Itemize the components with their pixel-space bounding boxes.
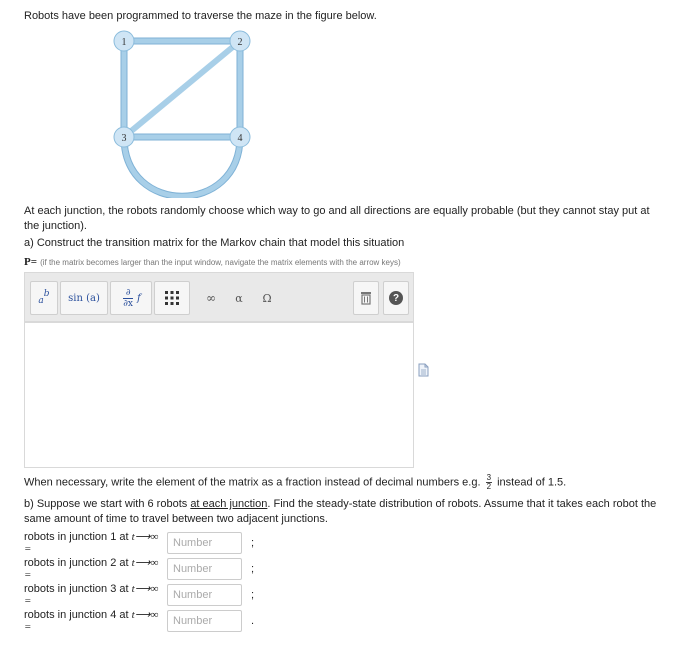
note-prefix: When necessary, write the element of the matrix as a fraction instead of decimal numbers e.g. bbox=[24, 476, 481, 489]
infinity-button[interactable]: ∞ bbox=[206, 291, 216, 305]
superscript-button[interactable] bbox=[30, 281, 58, 315]
svg-text:4: 4 bbox=[237, 133, 243, 144]
answer-label-text: robots in junction 2 at bbox=[24, 557, 129, 569]
derivative-fraction bbox=[123, 288, 133, 309]
note-suffix: instead of 1.5. bbox=[497, 476, 567, 489]
answer-row-1 bbox=[24, 530, 254, 555]
derivative-button[interactable] bbox=[110, 281, 152, 315]
function-button[interactable]: sin (a) bbox=[60, 281, 108, 315]
maze-figure bbox=[108, 26, 268, 198]
answer-label bbox=[24, 530, 167, 555]
help-icon: ? bbox=[389, 291, 403, 305]
svg-text:3: 3 bbox=[121, 133, 127, 144]
omega-button[interactable]: Ω bbox=[262, 291, 272, 305]
clear-button[interactable] bbox=[353, 281, 379, 315]
part-a-text: a) Construct the transition matrix for the Markov chain that model this situation bbox=[24, 237, 405, 249]
answer-label bbox=[24, 556, 167, 581]
answer-limit: t⟶∞ = bbox=[24, 609, 159, 633]
trash-icon bbox=[360, 291, 372, 305]
part-b-text bbox=[24, 497, 664, 527]
fraction-den: 2 bbox=[486, 482, 492, 491]
example-fraction bbox=[486, 474, 492, 491]
matrix-label bbox=[24, 256, 401, 268]
junction-2-input[interactable] bbox=[167, 558, 242, 580]
answer-row-3 bbox=[24, 582, 254, 607]
derivative-den: ∂x bbox=[123, 298, 134, 309]
node-1 bbox=[114, 31, 134, 51]
answer-limit: t⟶∞ = bbox=[24, 557, 159, 581]
svg-text:2: 2 bbox=[237, 37, 243, 48]
junction-4-input[interactable] bbox=[167, 610, 242, 632]
superscript-base: a bbox=[38, 296, 44, 306]
answer-label bbox=[24, 582, 167, 607]
derivative-num: ∂ bbox=[123, 288, 133, 299]
junction-1-input[interactable] bbox=[167, 532, 242, 554]
junction-paragraph: At each junction, the robots randomly choose which way to go and all directions are equally probable (but they cannot stay put at the junction). bbox=[24, 205, 650, 232]
junction-3-input[interactable] bbox=[167, 584, 242, 606]
edge-2-3-diagonal bbox=[124, 41, 240, 137]
matrix-grid-icon bbox=[164, 290, 180, 306]
answer-row-2 bbox=[24, 556, 254, 581]
answer-punct: ; bbox=[251, 588, 255, 601]
intro-text: Robots have been programmed to traverse the maze in the figure below. bbox=[24, 10, 377, 22]
answer-label-text: robots in junction 1 at bbox=[24, 531, 129, 543]
help-button[interactable] bbox=[383, 281, 409, 315]
matrix-editor-area[interactable] bbox=[24, 322, 414, 468]
fraction-num: 3 bbox=[486, 473, 492, 482]
answer-punct: ; bbox=[251, 536, 255, 549]
derivative-f: f bbox=[137, 292, 141, 304]
superscript-exp: b bbox=[43, 289, 50, 299]
matrix-button[interactable] bbox=[154, 281, 190, 315]
part-b-suffix: . Find the steady-state distribution of robots. Assume that it takes each robot the same amount of time to travel between two adjacent junctions. bbox=[24, 498, 657, 525]
part-b-underlined: at each junction bbox=[190, 498, 268, 510]
document-icon[interactable] bbox=[418, 363, 429, 377]
fraction-note bbox=[24, 474, 664, 491]
answer-punct: . bbox=[251, 614, 255, 627]
node-2 bbox=[230, 31, 250, 51]
node-4 bbox=[230, 127, 250, 147]
answer-punct: ; bbox=[251, 562, 255, 575]
node-3 bbox=[114, 127, 134, 147]
answer-label-text: robots in junction 4 at bbox=[24, 609, 129, 621]
edge-3-4-arc bbox=[124, 137, 240, 196]
part-b-prefix: b) Suppose we start with 6 robots bbox=[24, 498, 188, 510]
answer-label-text: robots in junction 3 at bbox=[24, 583, 129, 595]
p-equals: P= bbox=[24, 256, 37, 268]
svg-text:1: 1 bbox=[121, 37, 127, 48]
answer-limit: t⟶∞ = bbox=[24, 583, 159, 607]
answer-label bbox=[24, 608, 167, 633]
alpha-button[interactable]: α bbox=[235, 291, 243, 305]
math-toolbar bbox=[24, 272, 414, 322]
answer-row-4 bbox=[24, 608, 254, 633]
matrix-hint: (if the matrix becomes larger than the input window, navigate the matrix elements with the arrow keys) bbox=[40, 258, 401, 267]
answer-limit: t⟶∞ = bbox=[24, 531, 159, 555]
